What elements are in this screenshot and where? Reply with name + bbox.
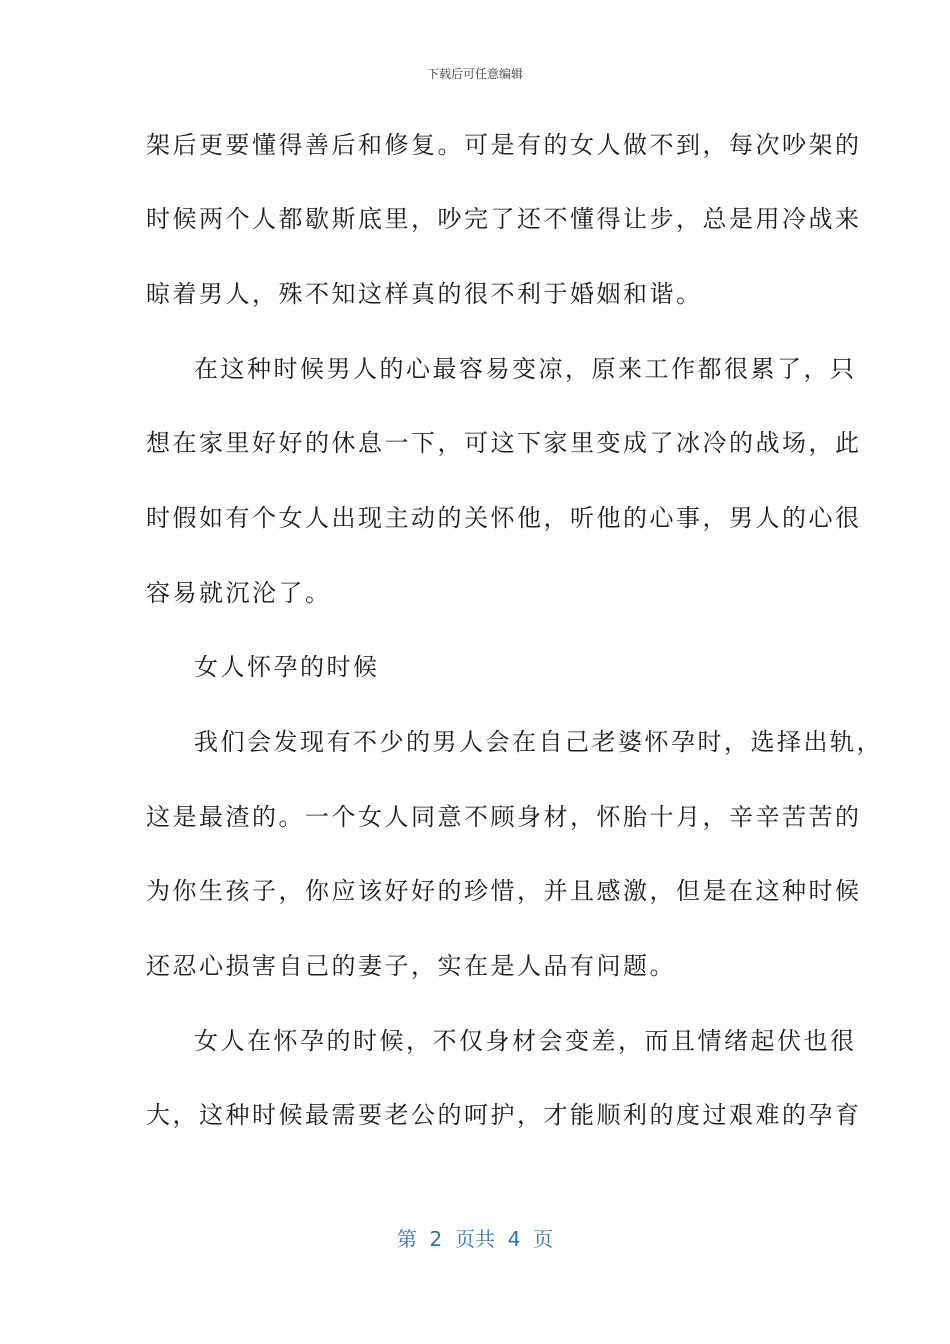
- text-line: 时候两个人都歇斯底里，吵完了还不懂得让步，总是用冷战来: [146, 205, 862, 233]
- text-line: 时假如有个女人出现主动的关怀他，听他的心事，男人的心很: [146, 504, 862, 532]
- text-line: 架后更要懂得善后和修复。可是有的女人做不到，每次吵架的: [146, 131, 862, 159]
- paragraph-start-line: 我们会发现有不少的男人会在自己老婆怀孕时，选择出轨，: [194, 728, 883, 756]
- text-line: 为你生孩子，你应该好好的珍惜，并且感激，但是在这种时候: [146, 877, 862, 905]
- page-header: 下载后可任意编辑: [426, 67, 523, 81]
- paragraph-start-line: 在这种时候男人的心最容易变凉，原来工作都很累了，只: [194, 355, 857, 383]
- text-line: 晾着男人，殊不知这样真的很不利于婚姻和谐。: [146, 280, 703, 308]
- text-line: 想在家里好好的休息一下，可这下家里变成了冰冷的战场，此: [146, 429, 862, 457]
- text-line: 还忍心损害自己的妻子，实在是人品有问题。: [146, 952, 676, 980]
- paragraph-start-line: 女人在怀孕的时候，不仅身材会变差，而且情绪起伏也很: [194, 1027, 857, 1055]
- section-heading: 女人怀孕的时候: [194, 653, 380, 681]
- page-footer: 第 2 页共 4 页: [396, 1227, 554, 1251]
- text-line: 大，这种时候最需要老公的呵护，才能顺利的度过艰难的孕育: [146, 1101, 862, 1129]
- text-line: 容易就沉沦了。: [146, 579, 332, 607]
- text-line: 这是最渣的。一个女人同意不顾身材，怀胎十月，辛辛苦苦的: [146, 803, 862, 831]
